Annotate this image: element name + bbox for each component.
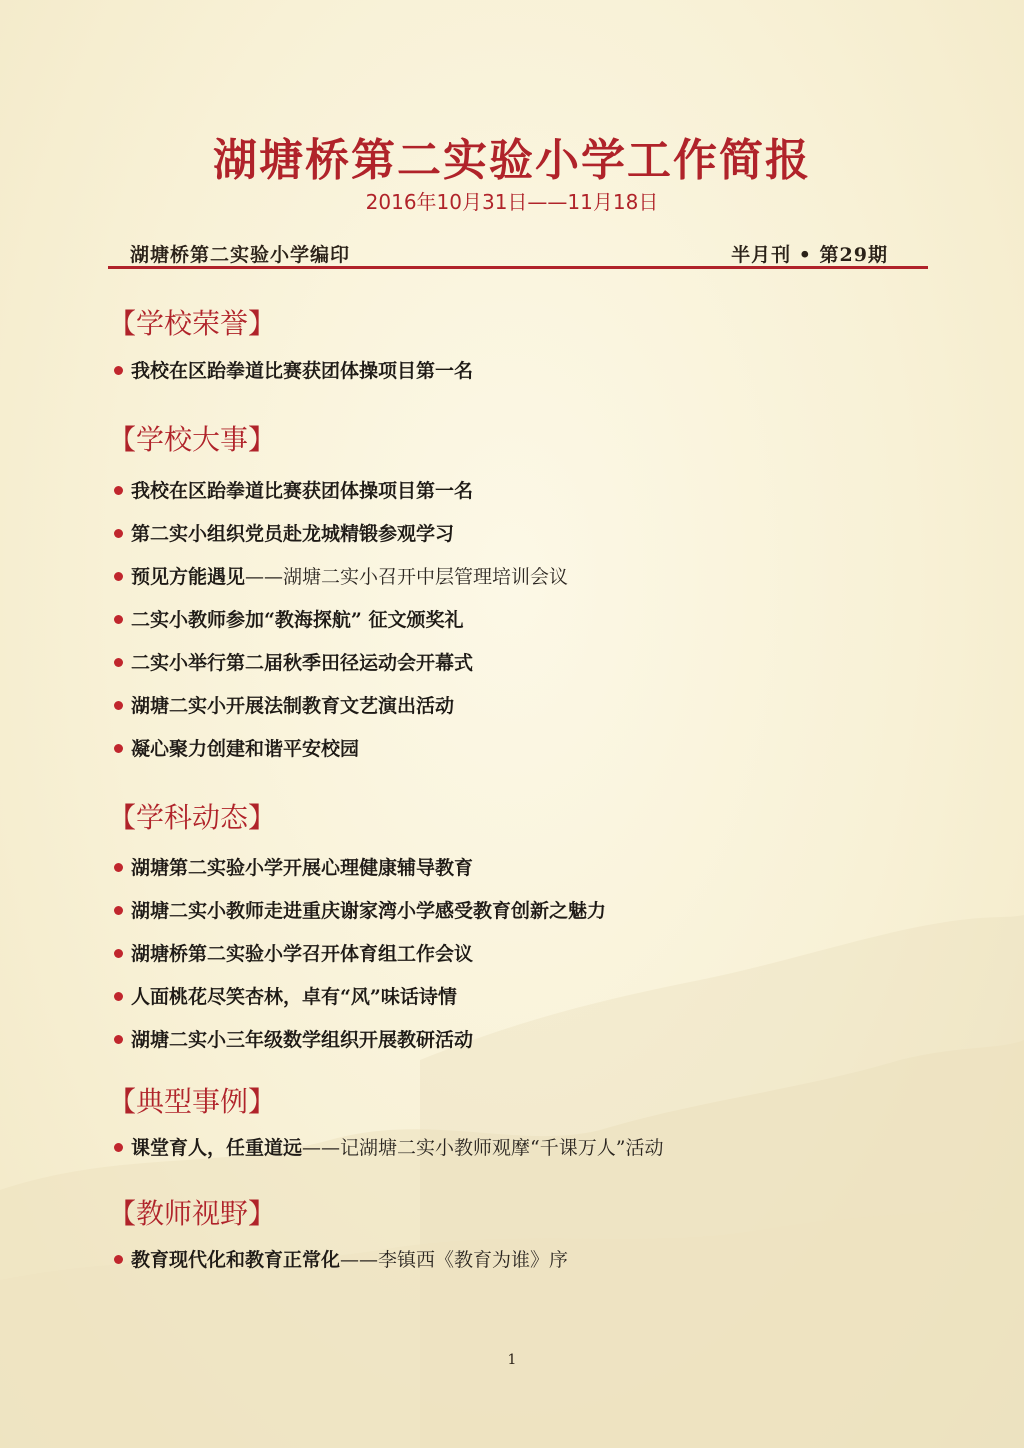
list-item[interactable]: 湖塘二实小教师走进重庆谢家湾小学感受教育创新之魅力 (114, 896, 606, 923)
bullet-icon (114, 701, 123, 710)
list-item[interactable]: 湖塘桥第二实验小学召开体育组工作会议 (114, 939, 473, 966)
bullet-icon (114, 658, 123, 667)
section-title-honors: 【学校荣誉】 (108, 307, 277, 340)
list-item[interactable]: 预见方能遇见——湖塘二实小召开中层管理培训会议 (114, 562, 568, 589)
bulletin-title: 湖塘桥第二实验小学工作简报 (213, 135, 811, 186)
bullet-icon (114, 1143, 123, 1152)
bullet-icon (114, 863, 123, 872)
bullet-icon (114, 906, 123, 915)
list-item[interactable]: 我校在区跆拳道比赛获团体操项目第一名 (114, 356, 473, 383)
section-title-subjects: 【学科动态】 (108, 801, 277, 834)
bullet-icon (114, 992, 123, 1001)
bullet-icon (114, 949, 123, 958)
section-title-events: 【学校大事】 (108, 423, 277, 456)
list-item[interactable]: 人面桃花尽笑杏林，卓有“风”味话诗情 (114, 982, 457, 1009)
bullet-icon (114, 1035, 123, 1044)
list-item[interactable]: 湖塘第二实验小学开展心理健康辅导教育 (114, 853, 473, 880)
section-title-cases: 【典型事例】 (108, 1085, 277, 1118)
masthead (108, 236, 928, 269)
bullet-icon (114, 744, 123, 753)
list-item[interactable]: 我校在区跆拳道比赛获团体操项目第一名 (114, 476, 473, 503)
list-item[interactable]: 二实小教师参加“教海探航” 征文颁奖礼 (114, 605, 463, 632)
list-item[interactable]: 教育现代化和教育正常化——李镇西《教育为谁》序 (114, 1245, 568, 1272)
section-title-teacher-vision: 【教师视野】 (108, 1197, 277, 1230)
list-item[interactable]: 第二实小组织党员赴龙城精锻参观学习 (114, 519, 454, 546)
bullet-icon (114, 366, 123, 375)
bullet-icon (114, 615, 123, 624)
issue-number: 半月刊 • 第29期 (731, 244, 888, 266)
date-range: 2016年10月31日——11月18日 (365, 190, 659, 214)
list-item[interactable]: 湖塘二实小开展法制教育文艺演出活动 (114, 691, 454, 718)
bullet-icon (114, 486, 123, 495)
list-item[interactable]: 课堂育人，任重道远——记湖塘二实小教师观摩“千课万人”活动 (114, 1133, 663, 1160)
page-number: 1 (507, 1352, 517, 1368)
list-item[interactable]: 湖塘二实小三年级数学组织开展教研活动 (114, 1025, 473, 1052)
bullet-icon (114, 529, 123, 538)
bullet-icon (114, 1255, 123, 1264)
publisher: 湖塘桥第二实验小学编印 (130, 244, 351, 266)
bullet-icon (114, 572, 123, 581)
list-item[interactable]: 凝心聚力创建和谐平安校园 (114, 734, 359, 761)
list-item[interactable]: 二实小举行第二届秋季田径运动会开幕式 (114, 648, 473, 675)
